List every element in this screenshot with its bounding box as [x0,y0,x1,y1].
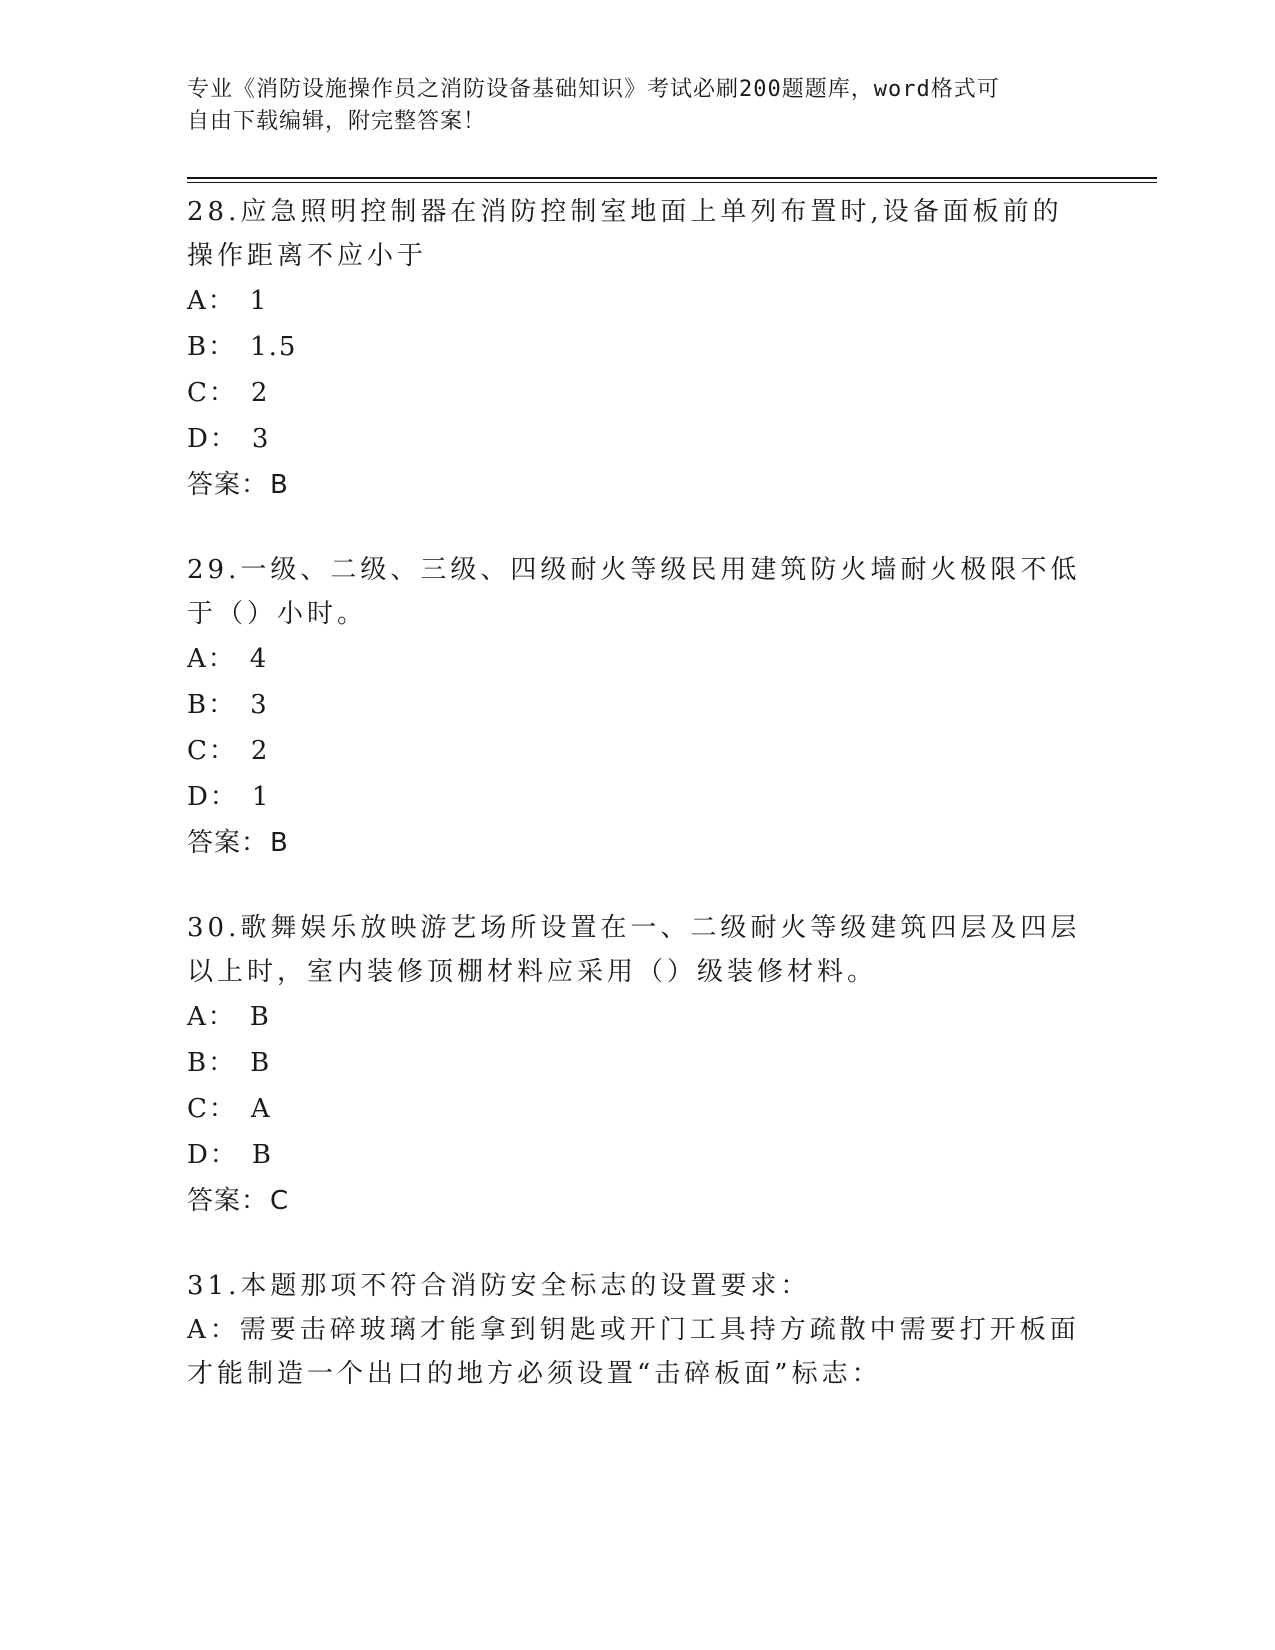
answer-label: 答案： [187,470,269,500]
option-label: B： [187,690,237,720]
answer-value: C [270,1186,290,1216]
document-header [187,74,1067,138]
option-b [187,1040,1087,1086]
question-29 [187,548,1087,866]
question-list [187,190,1087,1436]
option-label: B： [187,332,237,362]
option-value: 1.5 [250,332,298,362]
option-b [187,324,1087,370]
question-30 [187,906,1087,1224]
answer-line [187,1178,1087,1224]
option-d [187,774,1087,820]
option-label: D： [187,424,238,454]
option-label: C： [187,1094,237,1124]
option-value: 4 [249,644,269,674]
option-d [187,416,1087,462]
option-value: 1 [249,286,269,316]
option-value: B [251,1140,273,1170]
question-text: 29.一级、二级、三级、四级耐火等级民用建筑防火墙耐火极限不低于（）小时。 [187,555,1081,629]
answer-value: B [270,470,289,500]
question-text: 31.本题那项不符合消防安全标志的设置要求： [187,1271,811,1301]
question-28 [187,190,1087,508]
option-value: A [250,1094,272,1124]
option-value: 1 [251,782,271,812]
option-a [187,1308,1087,1396]
answer-line [187,462,1087,508]
answer-value: B [270,828,289,858]
option-label: B： [187,1048,237,1078]
option-c [187,370,1087,416]
answer-line [187,820,1087,866]
option-label: A： [187,1315,240,1345]
option-value: B [250,1048,272,1078]
header-divider-thin [187,182,1157,183]
question-text: 28.应急照明控制器在消防控制室地面上单列布置时,设备面板前的操作距离不应小于 [187,197,1063,271]
option-a [187,994,1087,1040]
option-label: D： [187,1140,238,1170]
header-line-2: 自由下载编辑，附完整答案！ [187,109,487,134]
option-c [187,728,1087,774]
option-label: A： [187,286,236,316]
option-value: 3 [251,424,271,454]
option-a [187,278,1087,324]
option-value: B [249,1002,271,1032]
option-value: 3 [250,690,269,720]
option-value: 2 [250,736,270,766]
option-label: A： [187,1002,236,1032]
option-label: D： [187,782,238,812]
option-c [187,1086,1087,1132]
question-31 [187,1264,1087,1396]
answer-label: 答案： [187,828,269,858]
answer-label: 答案： [187,1186,269,1216]
option-value: 需要击碎玻璃才能拿到钥匙或开门工具持方疏散中需要打开板面才能制造一个出口的地方必须设置“击碎板面”标志： [187,1315,1080,1389]
option-value: 2 [250,378,270,408]
option-label: C： [187,736,237,766]
header-line-1: 专业《消防设施操作员之消防设备基础知识》考试必刷200题题库，word格式可 [187,77,1000,102]
option-d [187,1132,1087,1178]
option-b [187,682,1087,728]
option-label: A： [187,644,236,674]
option-label: C： [187,378,237,408]
question-text: 30.歌舞娱乐放映游艺场所设置在一、二级耐火等级建筑四层及四层以上时，室内装修顶棚材料应采用（）级装修材料。 [187,913,1081,987]
header-divider [187,177,1157,179]
option-a [187,636,1087,682]
